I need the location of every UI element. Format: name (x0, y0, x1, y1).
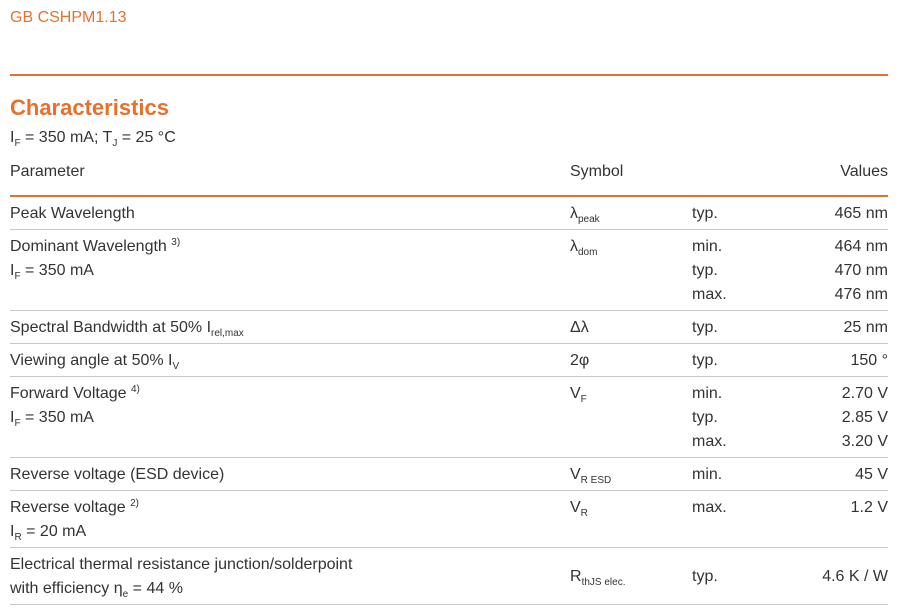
param-cond: I (10, 523, 15, 540)
value: 476 nm (834, 286, 888, 303)
param-cell (10, 316, 244, 340)
value: 25 nm (843, 319, 888, 336)
symbol-sub: dom (578, 247, 598, 258)
table-row (10, 197, 888, 230)
param-text: Spectral Bandwidth at 50% I (10, 319, 212, 336)
symbol-cell (570, 565, 625, 589)
qualifier: typ. (692, 352, 718, 369)
table-row (10, 458, 888, 491)
footnote-ref: 3) (171, 237, 181, 248)
symbol-sub: R (580, 508, 588, 519)
param-text: Reverse voltage (ESD device) (10, 466, 225, 483)
qualifier: typ. (692, 319, 718, 336)
param-cond-rest: = 44 % (128, 580, 183, 597)
value-cell (851, 496, 888, 520)
value: 4.6 K / W (822, 568, 888, 585)
symbol-cell (570, 496, 588, 520)
header-values: Values (840, 163, 888, 180)
cond-t-sub: J (112, 138, 118, 149)
symbol-cell (570, 235, 597, 259)
test-conditions (10, 129, 176, 147)
symbol-sub: peak (578, 214, 600, 225)
param-cond-sub: e (122, 589, 129, 600)
symbol-cell (570, 349, 589, 373)
table-row (10, 491, 888, 548)
param-cond-rest: = 20 mA (21, 523, 87, 540)
qualifier-cell (692, 349, 718, 373)
param-text: Reverse voltage (10, 499, 126, 516)
qualifier: max. (692, 433, 727, 450)
qualifier: max. (692, 499, 727, 516)
qualifier-cell (692, 565, 718, 589)
param-cell (10, 202, 135, 226)
footnote-ref: 2) (130, 498, 139, 509)
value: 150 ° (850, 352, 888, 369)
symbol-main: V (570, 466, 581, 483)
document-id: GB CSHPM1.13 (10, 9, 127, 26)
value-cell (835, 202, 888, 226)
symbol-cell (570, 382, 587, 406)
qualifier-cell (692, 316, 718, 340)
param-text: Viewing angle at 50% I (10, 352, 173, 369)
param-cond-sub: F (14, 271, 21, 282)
param-cond: I (10, 409, 15, 426)
table-row (10, 377, 888, 458)
symbol-main: V (570, 499, 581, 516)
qualifier: typ. (692, 568, 718, 585)
value: 45 V (855, 466, 888, 483)
symbol-main: 2φ (570, 352, 590, 369)
cond-mid: = 350 mA; T (20, 129, 113, 146)
param-text: Dominant Wavelength (10, 238, 167, 255)
param-text: Forward Voltage (10, 385, 127, 402)
value: 465 nm (834, 205, 888, 222)
qualifier-cell (692, 463, 722, 487)
section-title: Characteristics (10, 95, 169, 120)
param-cell (10, 553, 352, 601)
value: 3.20 V (841, 433, 888, 450)
cond-i-sub: F (14, 138, 21, 149)
param-text: Peak Wavelength (10, 205, 135, 222)
value-cell (842, 382, 888, 454)
table-row (10, 344, 888, 377)
cond-end: = 25 °C (117, 129, 176, 146)
symbol-sub: thJS elec. (581, 577, 626, 588)
symbol-sub: F (580, 394, 587, 405)
param-cell (10, 496, 139, 544)
symbol-cell (570, 202, 600, 226)
symbol-main: λ (570, 238, 578, 255)
value: 1.2 V (850, 499, 888, 516)
characteristics-table (10, 160, 888, 605)
param-cond-rest: = 350 mA (20, 409, 94, 426)
table-row (10, 230, 888, 311)
param-cell (10, 349, 179, 373)
cond-i: I (10, 129, 15, 146)
param-cond-sub: R (14, 532, 22, 543)
param-sub: V (172, 361, 180, 372)
symbol-cell (570, 316, 589, 340)
qualifier: typ. (692, 205, 718, 222)
symbol-main: λ (570, 205, 578, 222)
param-cond: I (10, 262, 15, 279)
footnote-ref: 4) (130, 384, 140, 395)
symbol-main: V (570, 385, 581, 402)
value-cell (835, 235, 888, 307)
param-cell (10, 235, 180, 283)
qualifier-cell (692, 235, 727, 307)
value: 2.85 V (841, 409, 888, 426)
qualifier: min. (692, 238, 723, 255)
qualifier-cell (692, 382, 727, 454)
table-row (10, 548, 888, 605)
param-sub: rel,max (211, 328, 244, 339)
value-cell (850, 349, 888, 373)
value-cell (822, 565, 888, 589)
value: 2.70 V (841, 385, 888, 402)
qualifier: min. (692, 466, 723, 483)
param-cond: with efficiency η (10, 580, 123, 597)
symbol-main: Δλ (570, 319, 589, 336)
table-row (10, 311, 888, 344)
symbol-main: R (570, 568, 582, 585)
qualifier-cell (692, 202, 718, 226)
qualifier-cell (692, 496, 727, 520)
param-cond-sub: F (14, 418, 21, 429)
qualifier: typ. (692, 262, 718, 279)
table-header (10, 160, 888, 197)
symbol-cell (570, 463, 611, 487)
value-cell (855, 463, 888, 487)
param-cond-rest: = 350 mA (20, 262, 94, 279)
qualifier: typ. (692, 409, 718, 426)
value: 464 nm (834, 238, 888, 255)
symbol-sub: R ESD (580, 475, 612, 486)
param-cell (10, 382, 140, 430)
value-cell (844, 316, 888, 340)
qualifier: min. (692, 385, 723, 402)
qualifier: max. (692, 286, 727, 303)
param-cell (10, 463, 224, 487)
header-symbol: Symbol (570, 163, 624, 180)
header-parameter: Parameter (10, 163, 85, 180)
value: 470 nm (834, 262, 888, 279)
top-divider (10, 74, 888, 76)
param-text: Electrical thermal resistance junction/solderpoint (10, 556, 353, 573)
